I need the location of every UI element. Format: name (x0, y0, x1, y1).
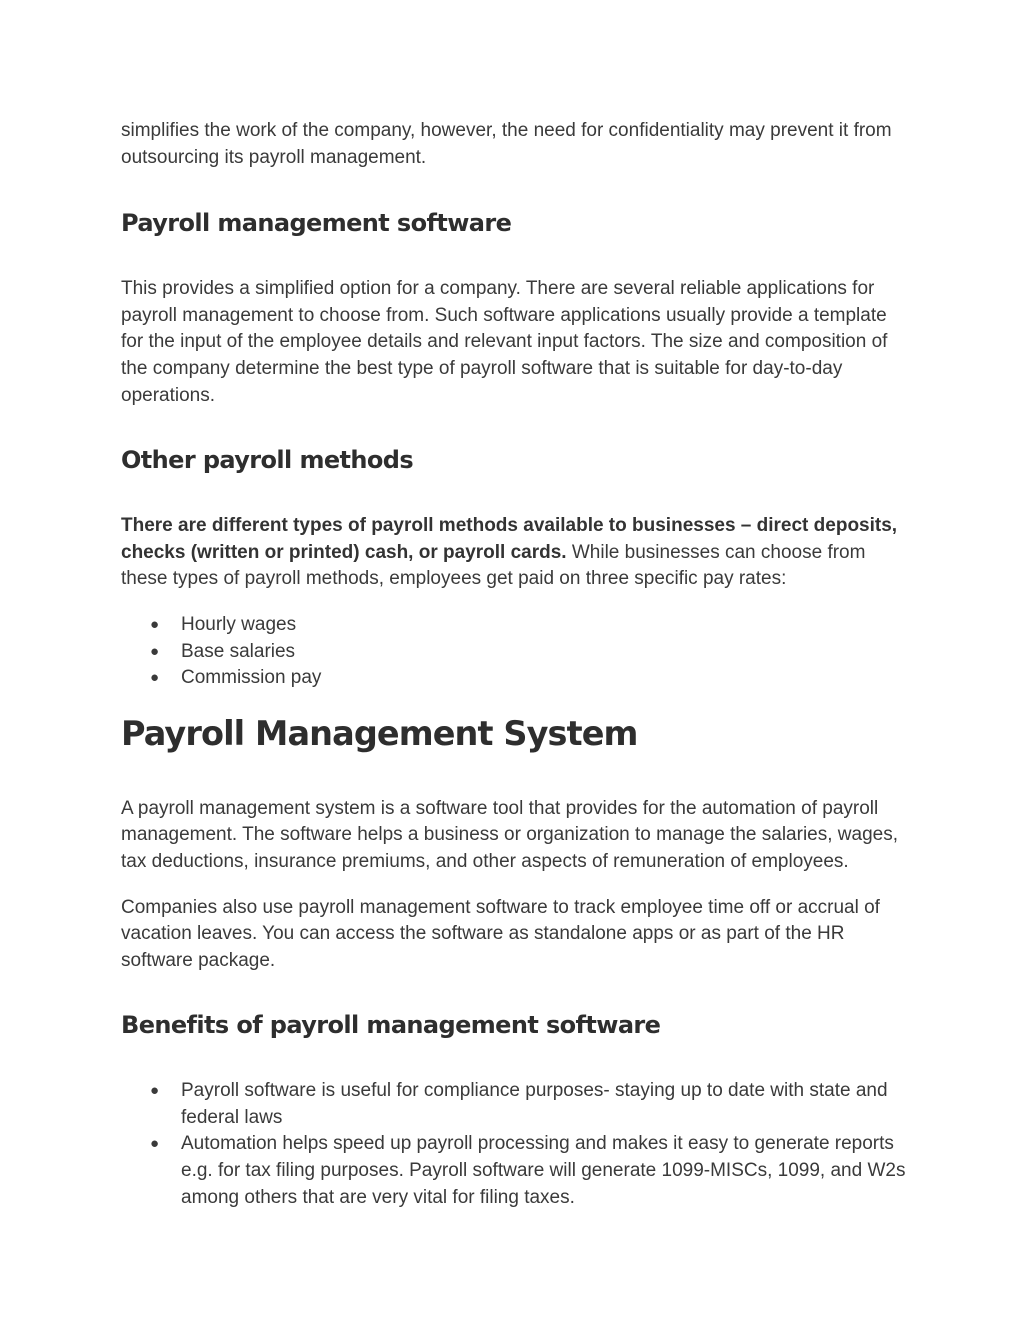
bullet-icon: ● (150, 642, 160, 660)
pay-rates-list (121, 612, 906, 692)
list-item (121, 612, 906, 639)
heading-benefits: Benefits of payroll management software (121, 1011, 661, 1040)
list-item (121, 1131, 906, 1211)
payroll-system-paragraph-1: A payroll management system is a software tool that provides for the automation of payroll management. The software helps a business or organization to manage the salaries, wages, tax deductions, insurance premiums, and other aspects of remuneration of employees. (121, 797, 898, 872)
bullet-icon: ● (150, 615, 160, 633)
heading-other-payroll-methods: Other payroll methods (121, 446, 414, 475)
list-item (121, 639, 906, 666)
payroll-methods-bold-text: There are different types of payroll methods available to businesses – direct deposits, checks (written or printed) cash, or payroll cards. (121, 515, 898, 563)
bullet-icon: ● (150, 1135, 160, 1153)
list-item-text: Base salaries (181, 640, 296, 662)
bullet-icon: ● (150, 1082, 160, 1100)
benefits-list (121, 1078, 906, 1211)
payroll-system-paragraph-2: Companies also use payroll management software to track employee time off or accrual of vacation leaves. You can access the software as standalone apps or as part of the HR software package. (121, 896, 880, 971)
payroll-methods-normal-text: While businesses can choose from these types of payroll methods, employees get paid on three specific pay rates: (121, 541, 866, 590)
list-item-text: Commission pay (181, 667, 322, 689)
heading-payroll-management-software: Payroll management software (121, 209, 512, 238)
list-item-text: Automation helps speed up payroll processing and makes it easy to generate reports e.g. for tax filing purposes. Payroll software will generate 1099-MISCs, 1099, and W2s among others that are very vital for filing taxes. (181, 1133, 906, 1208)
list-item (121, 1078, 906, 1131)
list-item-text: Payroll software is useful for compliance purposes- staying up to date with state and federal laws (181, 1080, 888, 1128)
payroll-methods-paragraph (121, 513, 906, 593)
document-page (121, 118, 906, 1211)
intro-paragraph: simplifies the work of the company, however, the need for confidentiality may prevent it from outsourcing its payroll management. (121, 120, 892, 168)
list-item (121, 665, 906, 692)
bullet-icon: ● (150, 669, 160, 687)
heading-payroll-management-system: Payroll Management System (121, 713, 638, 753)
payroll-software-paragraph: This provides a simplified option for a company. There are several reliable applications for payroll management to choose from. Such software applications usually provide a template for the input of the employee details and relevant input factors. The size and composition of the company determine the best type of payroll software that is suitable for day-to-day operations. (121, 278, 888, 406)
list-item-text: Hourly wages (181, 613, 297, 635)
